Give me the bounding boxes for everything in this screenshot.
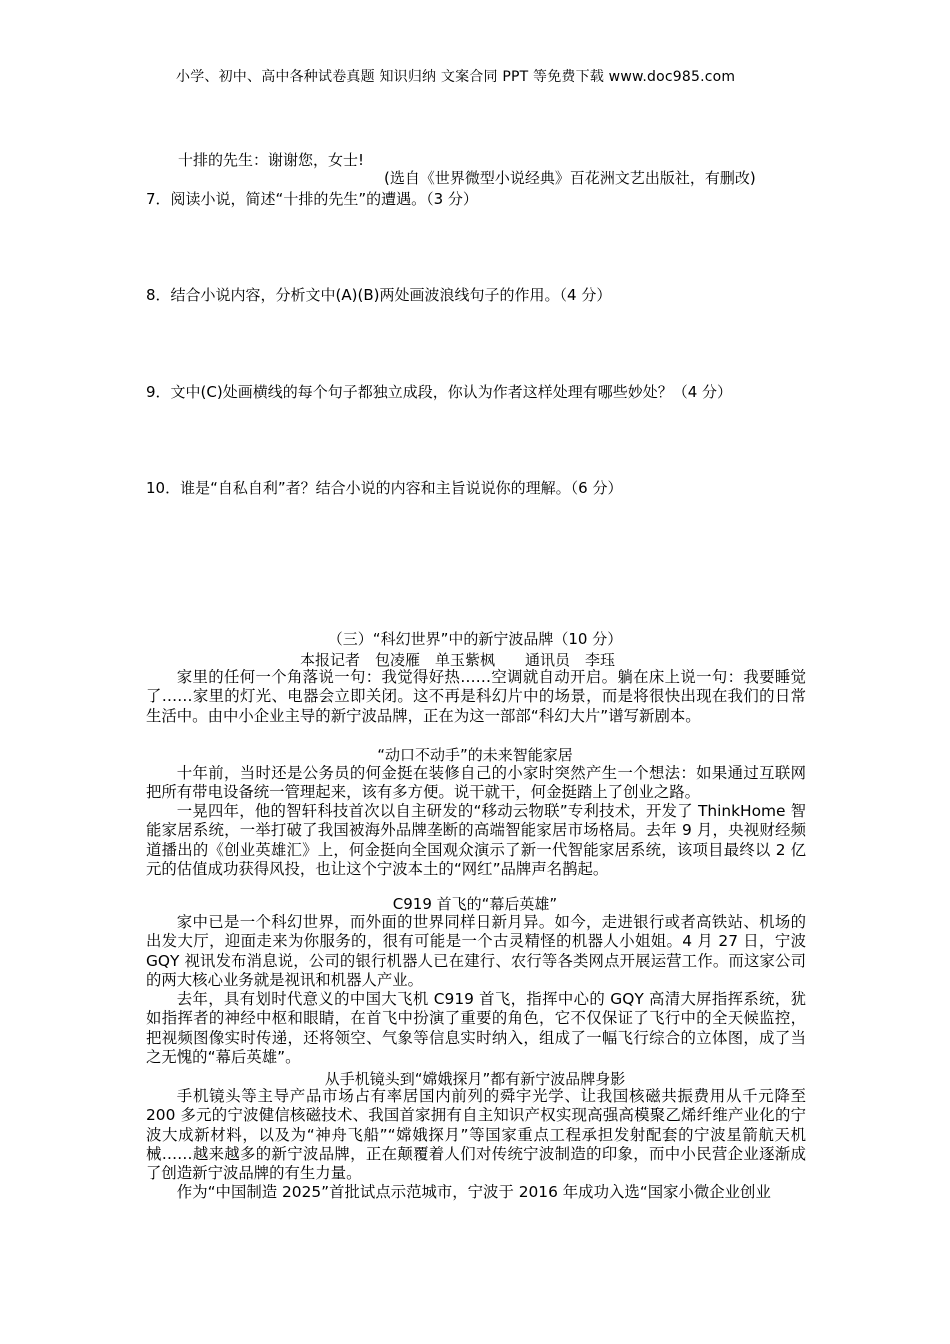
question-9: 9．文中(C)处画横线的每个句子都独立成段，你认为作者这样处理有哪些妙处？（4 分） [146,383,733,401]
article-intro: 家里的任何一个角落说一句：我觉得好热……空调就自动开启。躺在床上说一句：我要睡觉了……家里的灯光、电器会立即关闭。这不再是科幻片中的场景，而是将很快出现在我们的日常生活中。由中小企业主导的新宁波品牌，正在为这一部部“科幻大片”谱写新剧本。 [146,668,806,725]
section-3-paragraph-1: 手机镜头等主导产品市场占有率居国内前列的舜宇光学、让我国核磁共振费用从千元降至 200 多元的宁波健信核磁技术、我国首家拥有自主知识产权实现高强高模聚乙烯纤维产业化的宁波大成新材料，以及为“神舟飞船”“嫦娥探月”等国家重点工程承担发射配套的宁波星箭航天机械……越来越多的新宁波品牌，正在颠覆着人们对传统宁波制造的印象，而中小民营企业逐渐成了创造新宁波品牌的有生力量。 [146,1087,806,1183]
question-8: 8．结合小说内容，分析文中(A)(B)两处画波浪线句子的作用。（4 分） [146,286,612,304]
article-title: （三）“科幻世界”中的新宁波品牌（10 分） [327,630,623,648]
dialogue-line: 十排的先生：谢谢您，女士! [178,151,365,169]
section-3-paragraph-2: 作为“中国制造 2025”首批试点示范城市，宁波于 2016 年成功入选“国家小微企业创业 [176,1183,771,1201]
section-1-paragraph-2: 一晃四年，他的智轩科技首次以自主研发的“移动云物联”专利技术，开发了 ThinkHome 智能家居系统，一举打破了我国被海外品牌垄断的高端智能家居市场格局。去年 9 月，央视财经频道播出的《创业英雄汇》上，何金挺向全国观众演示了新一代智能家居系统，该项目最终以 2 亿元的估值成功获得风投，也让这个宁波本土的“网红”品牌声名鹊起。 [146,802,806,878]
page-header: 小学、初中、高中各种试卷真题 知识归纳 文案合同 PPT 等免费下载 www.doc985.com [176,69,736,85]
section-subtitle-smart-home: “动口不动手”的未来智能家居 [377,746,573,764]
section-2-paragraph-2: 去年，具有划时代意义的中国大飞机 C919 首飞，指挥中心的 GQY 高清大屏指挥系统，犹如指挥者的神经中枢和眼睛，在首飞中扮演了重要的角色，它不仅保证了飞行中的全天候监控，把视频图像实时传递，还将领空、气象等信息实时纳入，组成了一幅飞行综合的立体图，成了当之无愧的“幕后英雄”。 [146,990,806,1066]
question-10: 10．谁是“自私自利”者？结合小说的内容和主旨说说你的理解。（6 分） [146,479,623,497]
section-1-paragraph-1: 十年前，当时还是公务员的何金挺在装修自己的小家时突然产生一个想法：如果通过互联网把所有带电设备统一管理起来，该有多方便。说干就干，何金挺踏上了创业之路。 [146,764,806,802]
article-byline: 本报记者 包凌雁 单玉紫枫 通讯员 李珏 [300,651,616,669]
source-citation: (选自《世界微型小说经典》百花洲文艺出版社，有删改) [384,169,756,187]
section-2-paragraph-1: 家中已是一个科幻世界，而外面的世界同样日新月异。如今，走进银行或者高铁站、机场的出发大厅，迎面走来为你服务的，很有可能是一个古灵精怪的机器人小姐姐。4 月 27 日，宁波 GQY 视讯发布消息说，公司的银行机器人已在建行、农行等各类网点开展运营工作。而这家公司的两大核心业务就是视讯和机器人产业。 [146,913,806,989]
question-7: 7．阅读小说，简述“十排的先生”的遭遇。（3 分） [146,190,478,208]
section-subtitle-c919: C919 首飞的“幕后英雄” [392,895,558,913]
section-subtitle-brands: 从手机镜头到“嫦娥探月”都有新宁波品牌身影 [324,1070,626,1088]
